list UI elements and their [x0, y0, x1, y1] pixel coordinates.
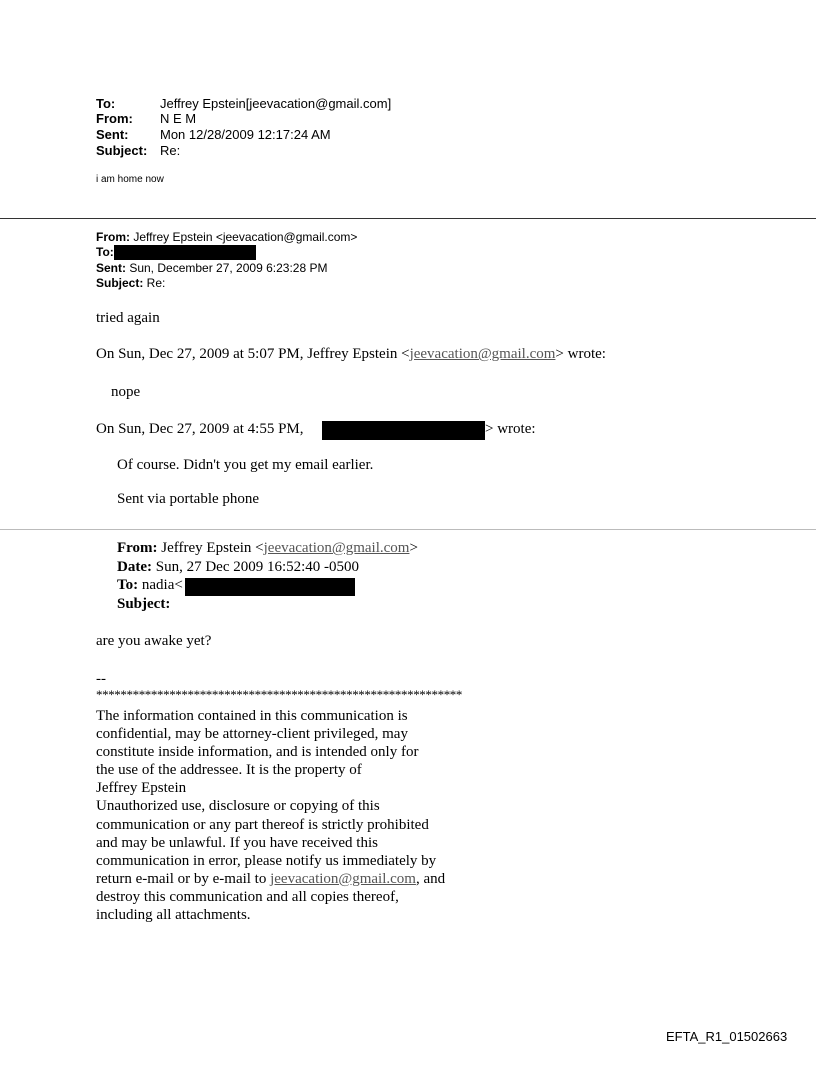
- original-to: To: nadia<: [117, 577, 183, 593]
- email-link[interactable]: jeevacation@gmail.com: [409, 346, 556, 362]
- reply-from: From: Jeffrey Epstein <jeevacation@gmail.com>: [96, 230, 358, 244]
- disclaimer-line: communication or any part thereof is strictly prohibited: [96, 816, 429, 833]
- sent-label: Sent:: [96, 127, 129, 142]
- disclaimer-line: constitute inside information, and is intended only for: [96, 744, 419, 761]
- disclaimer-line: confidential, may be attorney-client privileged, may: [96, 726, 408, 743]
- document-id: EFTA_R1_01502663: [666, 1029, 788, 1044]
- quote-attribution-1: On Sun, Dec 27, 2009 at 5:07 PM, Jeffrey Epstein <jeevacation@gmail.com> wrote:: [96, 346, 606, 362]
- redaction-bar: [185, 578, 355, 596]
- email-link[interactable]: jeevacation@gmail.com: [270, 870, 416, 887]
- quote-signature: Sent via portable phone: [117, 491, 260, 507]
- original-body: are you awake yet?: [96, 633, 212, 649]
- disclaimer-line: return e-mail or by e-mail to jeevacation@gmail.com, and: [96, 870, 446, 887]
- divider: [0, 529, 816, 530]
- original-date: Date: Sun, 27 Dec 2009 16:52:40 -0500: [117, 559, 360, 575]
- disclaimer-line: Unauthorized use, disclosure or copying of this: [96, 798, 380, 815]
- disclaimer-line: The information contained in this communication is: [96, 708, 408, 724]
- message-body: i am home now: [96, 174, 164, 185]
- to-value: Jeffrey Epstein[jeevacation@gmail.com]: [160, 96, 392, 111]
- disclaimer-line: including all attachments.: [96, 907, 251, 924]
- quote-body-1: nope: [111, 384, 141, 400]
- divider: [0, 218, 816, 219]
- signature-stars: ************************************************************: [96, 687, 463, 702]
- reply-body: tried again: [96, 310, 160, 326]
- disclaimer-line: destroy this communication and all copies thereof,: [96, 888, 399, 905]
- from-value: N E M: [160, 111, 197, 126]
- quote-attribution-2: On Sun, Dec 27, 2009 at 4:55 PM,: [96, 421, 304, 437]
- reply-sent: Sent: Sun, December 27, 2009 6:23:28 PM: [96, 261, 328, 275]
- disclaimer-line: communication in error, please notify us immediately by: [96, 852, 437, 869]
- from-label: From:: [96, 111, 133, 126]
- to-label: To:: [96, 96, 116, 111]
- reply-to-label: To:: [96, 245, 114, 259]
- disclaimer-line: and may be unlawful. If you have received this: [96, 834, 378, 851]
- reply-subject: Subject: Re:: [96, 276, 166, 290]
- original-subject: Subject:: [117, 596, 171, 612]
- subject-label: Subject:: [96, 143, 148, 158]
- disclaimer-line: the use of the addressee. It is the property of: [96, 762, 362, 779]
- quote-attribution-2-suffix: > wrote:: [485, 421, 536, 437]
- redaction-bar: [114, 245, 256, 260]
- disclaimer-line: Jeffrey Epstein: [96, 780, 187, 797]
- email-link[interactable]: jeevacation@gmail.com: [263, 540, 410, 556]
- sent-value: Mon 12/28/2009 12:17:24 AM: [160, 127, 331, 142]
- disclaimer: [96, 707, 445, 924]
- redaction-bar: [322, 421, 485, 440]
- original-from: From: Jeffrey Epstein <jeevacation@gmail.com>: [117, 540, 418, 556]
- signature-dash: --: [96, 671, 106, 687]
- quote-body-2: Of course. Didn't you get my email earlier.: [117, 457, 374, 473]
- subject-value: Re:: [160, 143, 181, 158]
